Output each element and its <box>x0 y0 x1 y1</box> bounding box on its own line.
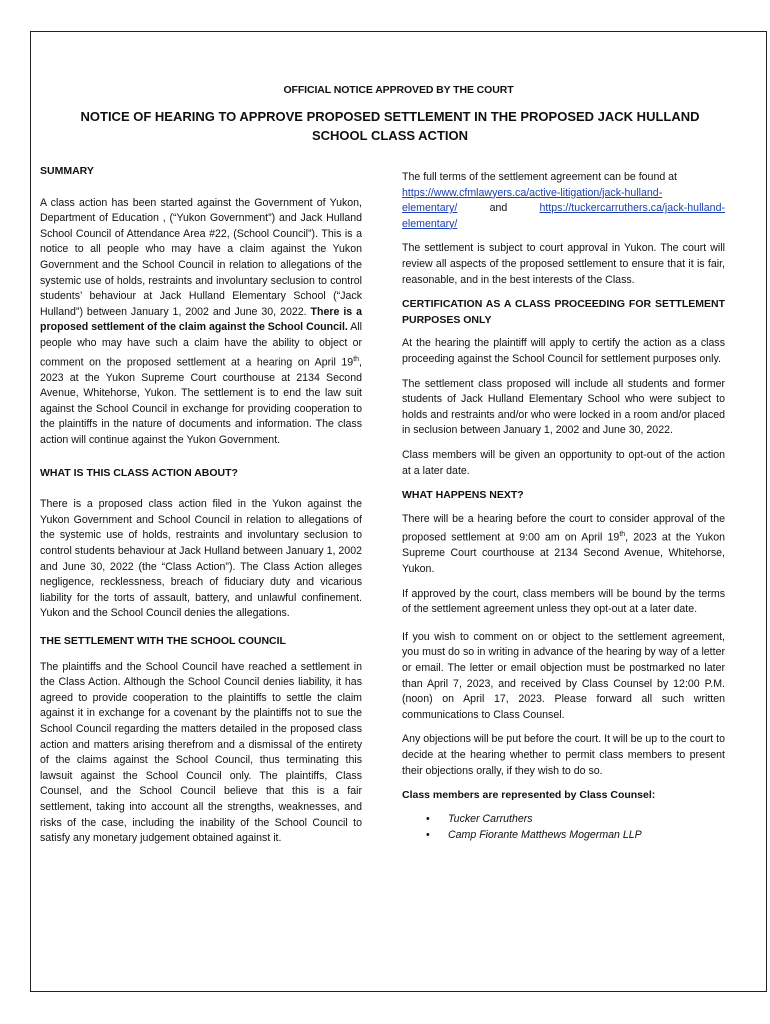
bound-paragraph: If approved by the court, class members will be bound by the terms of the settlement agreement unless they opt-out at a later date. <box>402 587 725 616</box>
tucker-link[interactable]: https://tuckercarruthers.ca/jack-hulland- <box>539 202 725 215</box>
left-column <box>40 164 362 864</box>
opt-out-paragraph: Class members will be given an opportunity to opt-out of the action at a later date. <box>402 448 725 477</box>
list-item <box>426 812 725 828</box>
comment-paragraph: If you wish to comment on or object to the settlement agreement, you must do so in writing in advance of the hearing by way of a letter or email. The letter or email objection must be postmarked no later than April 7, 2023, and received by Class Counsel by 12:00 P.M. (noon) on April 17, 2023. Please forward all such written communications to Class Counsel. <box>402 630 725 721</box>
and-word: and <box>489 202 508 215</box>
terms-paragraph: The full terms of the settlement agreement can be found at <box>402 171 678 183</box>
summary-heading: SUMMARY <box>40 165 94 177</box>
summary-text-2a: All people who may have such a claim have the ability to object or comment on the proposed settlement at a hearing on April 19 <box>40 321 362 369</box>
hearing-sup: th <box>619 531 626 539</box>
settlement-paragraph: The plaintiffs and the School Council have reached a settlement in the Class Action. Although the School Council denies liability, it has agreed to provide cooperation to the plaintiffs to settle the claim against it in exchange for a covenant by the plaintiffs not to sue the School Council regarding the matters detailed in the proposed class action and matters arising therefrom and a dismissal of the entirety of the claims against the School Council, thus terminating this lawsuit against the School Council only. The plaintiffs, Class Counsel, and the School Council believe that this is a fair settlement, taking into account all the strengths, weaknesses, and risks of the case, including the inability of the School Council to satisfy any monetary judgement obtained against it. <box>40 660 362 845</box>
bullet-icon: • <box>426 812 430 825</box>
certification-heading: CERTIFICATION AS A CLASS PROCEEDING FOR SETTLEMENT PURPOSES ONLY <box>402 298 725 326</box>
approval-paragraph: The settlement is subject to court approval in Yukon. The court will review all aspects of the proposed settlement to ensure that it is fair, reasonable, and in the best interests of the Class. <box>402 242 725 286</box>
counsel-name: Camp Fiorante Matthews Mogerman LLP <box>448 829 642 842</box>
tucker-link-cont[interactable]: elementary/ <box>402 217 458 230</box>
cfm-link-cont[interactable]: elementary/ <box>402 202 458 215</box>
right-column <box>402 170 725 845</box>
about-paragraph: There is a proposed class action filed in the Yukon against the Yukon Government and School Council in relation to allegations of the systemic use of holds, restraints and involuntary seclusion to control students behaviour at Jack Hulland between January 1, 2002 and June 30, 2022 (the “Class Action”). The Class Action alleges negligence, recklessness, breach of fiduciary duty and vicarious liability for the torts of assault, battery, and unlawful confinement. Yukon and the School Council denies the allegations. <box>40 498 362 620</box>
summary-bold: There is a proposed settlement of the claim against the School Council. <box>40 305 362 334</box>
class-definition-paragraph: The settlement class proposed will include all students and former students of Jack Hulland Elementary School who were subject to holds and restraints and/or who were locked in a room and/or placed in seclusion between January 1, 2002 and June 30, 2022. <box>402 377 725 437</box>
hearing-paragraph <box>402 512 725 578</box>
counsel-list <box>402 812 725 844</box>
counsel-heading: Class members are represented by Class Counsel: <box>402 789 656 802</box>
hearing-text-a: There will be a hearing before the court to consider approval of the proposed settlement at 9:00 am on April 19 <box>402 512 725 544</box>
title-line-1: NOTICE OF HEARING TO APPROVE PROPOSED SETTLEMENT IN THE PROPOSED JACK HULLAND <box>80 109 700 124</box>
summary-sup: th <box>353 355 360 363</box>
summary-text-1: A class action has been started against the Government of Yukon, Department of Education , (“Yukon Government”) and Jack Hulland School Council of Attendance Area #22, (School Council”). This is a notice to all people who may have a claim against the Yukon Government and the School Council in relation to allegations of the systemic use of holds, restraints and involuntary seclusion to control students’ behaviour at Jack Hulland Elementary School (“Jack Hulland”) between January 1, 2002 and June 30, 2022. <box>40 196 362 318</box>
official-notice-heading: OFFICIAL NOTICE APPROVED BY THE COURT <box>283 84 514 96</box>
about-heading: WHAT IS THIS CLASS ACTION ABOUT? <box>40 466 238 479</box>
cfm-link[interactable]: https://www.cfmlawyers.ca/active-litigation/jack-hulland- <box>402 186 663 199</box>
summary-text-2b: , 2023 at the Yukon Supreme Court courthouse at 2134 Second Avenue, Whitehorse, Yukon. The settlement is to end the law suit against the School Council in exchange for providing cooperation to the plaintiffs in the nature of documents and information. The class action will continue against the Yukon Government. <box>40 356 362 447</box>
objections-paragraph: Any objections will be put before the court. It will be up to the court to decide at the hearing whether to permit class members to present their objections orally, if they wish to do so. <box>402 733 725 777</box>
next-heading: WHAT HAPPENS NEXT? <box>402 489 524 502</box>
page-title <box>80 107 700 145</box>
list-item <box>426 828 725 844</box>
links-line <box>402 201 725 217</box>
counsel-name: Tucker Carruthers <box>448 812 533 825</box>
certification-paragraph: At the hearing the plaintiff will apply to certify the action as a class proceeding against the School Council for settlement purposes only. <box>402 337 725 365</box>
title-line-2: SCHOOL CLASS ACTION <box>311 128 468 143</box>
summary-paragraph <box>40 196 362 449</box>
hearing-text-b: , 2023 at the Yukon Supreme Court courthouse at 2134 Second Avenue, Whitehorse, Yukon. <box>402 531 726 575</box>
link1-line <box>402 186 725 202</box>
link2-line <box>402 217 725 233</box>
settlement-heading: THE SETTLEMENT WITH THE SCHOOL COUNCIL <box>40 634 286 647</box>
bullet-icon: • <box>426 829 430 842</box>
